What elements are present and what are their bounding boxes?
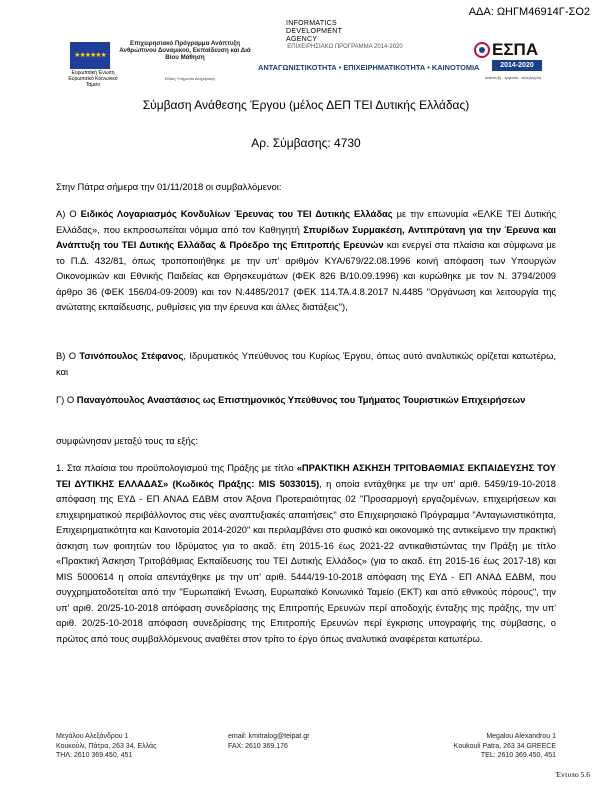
agreement-line: συμφώνησαν μεταξύ τους τα εξής: xyxy=(56,435,198,446)
intro-paragraph: Στην Πάτρα σήμερα την 01/11/2018 οι συμβαλλόμενοι: xyxy=(56,181,282,192)
paragraph-b: Β) Ο Τσινόπουλος Στέφανος, Ιδρυματικός Υπεύθυνος του Κυρίως Έργου, όπως αυτό αναλυτικώς ορίζεται κατωτέρω, και xyxy=(56,350,556,377)
espa-logo: ΕΣΠΑ 2014-2020 xyxy=(474,40,544,74)
paragraph-a: Α) Ο Ειδικός Λογαριασμός Κονδυλίων Έρευνας του ΤΕΙ Δυτικής Ελλάδας με την επωνυμία «ΕΛΚΕ ΤΕΙ Δυτικής Ελλάδας», που εκπροσωπείται νόμιμα από τον Καθηγητή Σπυρίδων Συρμακέση, Αντιπρύτανη για την Έρευνα και Ανάπτυξη του ΤΕΙ Δυτικής Ελλάδας & Πρόεδρο της Επιτροπής Ερευνών και ενεργεί στα πλαίσια και σύμφωνα με το Π.Δ. 432/81, όπως τροποποιήθηκε με την υπ' αριθμόν ΚΥΑ/679/22.08.1996 κοινή απόφαση των Υπουργών Οικονομικών και Εθνικής Παιδείας και Θρησκευμάτων (ΦΕΚ 826 Β/10.09.1996) και κυρώθηκε με τον Ν. 3794/2009 άρθρο 36 (ΦΕΚ 156/04-09-2009) και τον Ν.4485/2017 (ΦΕΚ 114.ΤΑ.4.8.2017 Ν.4485 "Οργάνωση και λειτουργία της ανώτατης εκπαίδευσης, ρυθμίσεις για την έρευνα και άλλες διατάξεις"), xyxy=(56,208,556,312)
informatics-label: INFORMATICS DEVELOPMENT AGENCY xyxy=(286,20,343,43)
page-title: Σύμβαση Ανάθεσης Έργου (μέλος ΔΕΠ ΤΕΙ Δυτικής Ελλάδας) xyxy=(142,98,470,112)
epan-main: ΑΝΤΑΓΩΝΙΣΤΙΚΟΤΗΤΑ • ΕΠΙΧΕΙΡΗΜΑΤΙΚΟΤΗΤΑ • ΚΑΙΝΟΤΟΜΙΑ xyxy=(258,63,480,72)
espa-symbol-icon xyxy=(474,42,490,58)
eu-caption: Ευρωπαϊκή Ένωση Ευρωπαϊκό Κοινωνικό Ταμείο xyxy=(68,70,118,88)
eu-flag-logo: ★★★★★★ xyxy=(70,42,110,69)
epan-caption: ΕΠΙΧΕΙΡΗΣΙΑΚΟ ΠΡΟΓΡΑΜΜΑ 2014-2020 xyxy=(287,44,403,50)
program-title: Επιχειρησιακό Πρόγραμμα Ανάπτυξη Ανθρώπινου Δυναμικού, Εκπαίδευση και Διά Βίου Μάθηση xyxy=(119,40,251,61)
contract-number: Αρ. Σύμβασης: 4730 xyxy=(251,136,361,150)
footer-address-greek: Μεγάλου Αλεξάνδρου 1 Κουκούλι, Πάτρα, 263 34, Ελλάς ΤΗΛ: 2610 369.450, 451 xyxy=(56,733,157,759)
footer-contact: email: kmitralog@teipat.gr FAX: 2610 369.176 xyxy=(228,733,310,750)
footer-address-latin: Megalou Alexandrou 1 Koukouli Patra, 263 34 GREECE TEL: 2610 369.450, 451 xyxy=(453,733,556,759)
ada-code: ΑΔΑ: ΩΗΓΜ46914Γ-ΣΟ2 xyxy=(468,6,590,18)
form-number: Έντυπο 5.6 xyxy=(555,770,590,779)
program-subtitle: Ειδική Υπηρεσία Διαχείρισης xyxy=(164,76,216,81)
paragraph-g: Γ) Ο Παναγόπουλος Αναστάσιος ως Επιστημονικός Υπεύθυνος του Τμήματος Τουριστικών Επιχειρήσεων xyxy=(56,394,526,405)
paragraph-1: 1. Στα πλαίσια του προϋπολογισμού της Πράξης με τίτλο «ΠΡΑΚΤΙΚΗ ΑΣΚΗΣΗ ΤΡΙΤΟΒΑΘΜΙΑΣ ΕΚΠΑΙΔΕΥΣΗΣ ΤΟΥ ΤΕΙ ΔΥΤΙΚΗΣ ΕΛΛΑΔΑΣ» (Κωδικός Πράξης: MIS 5033015), η οποία εντάχθηκε με την υπ' αριθ. 5459/19-10-2018 απόφαση της ΕΥΔ - ΕΠ ΑΝΑΔ ΕΔΒΜ στον Άξονα Προτεραιότητας 02 "Προσαρμογή εργαζομένων, επιχειρήσεων και επιχειρηματικού περιβάλλοντος στις νέες αναπτυξιακές απαιτήσεις" στο Επιχειρησιακό Πρόγραμμα "Ανταγωνιστικότητα, Επιχειρηματικότητα και Καινοτομία 2014-2020" και περιλαμβάνει στο φυσικό και οικονομικό της αντικείμενο την πρακτική άσκηση των φοιτητών του Ιδρύματος για το ακαδ. έτη 2015-16 έως 2021-22 αντικαθιστώντας την Πράξη με τίτλο «Πρακτική Άσκηση Τριτοβάθμιας Εκπαίδευσης του ΤΕΙ Δυτικής Ελλάδος» (για το ακαδ. έτη 2015-16 έως 2017-18) και MIS 5000614 η οποία απεντάχθηκε με την υπ' αριθ. 5444/19-10-2018 απόφαση της ΕΥΔ - ΕΠ ΑΝΑΔ ΕΔΒΜ, που συγχρηματοδοτείται από την "Ευρωπαϊκή Ένωση, Ευρωπαϊκό Κοινωνικό Ταμείο (ΕΚΤ) και από εθνικούς πόρους", την υπ' αριθ. 20/25-10-2018 απόφαση συνεδρίασης της Επιτροπής Ερευνών περί αποδοχής ένταξης της πράξης, την υπ' αριθ. 20/25-10-2018 απόφαση συνεδρίασης της Επιτροπής Ερευνών περί έγκρισης υπογραφής της σύμβασης, ο πρώτος από τους συμβαλλόμενους αναθέτει στον τρίτο το έργο όπως αναλυτικά αναφέρεται κατωτέρω. xyxy=(56,462,556,644)
espa-footer: ανάπτυξη - εργασία - αλληλεγγύη xyxy=(484,76,542,80)
